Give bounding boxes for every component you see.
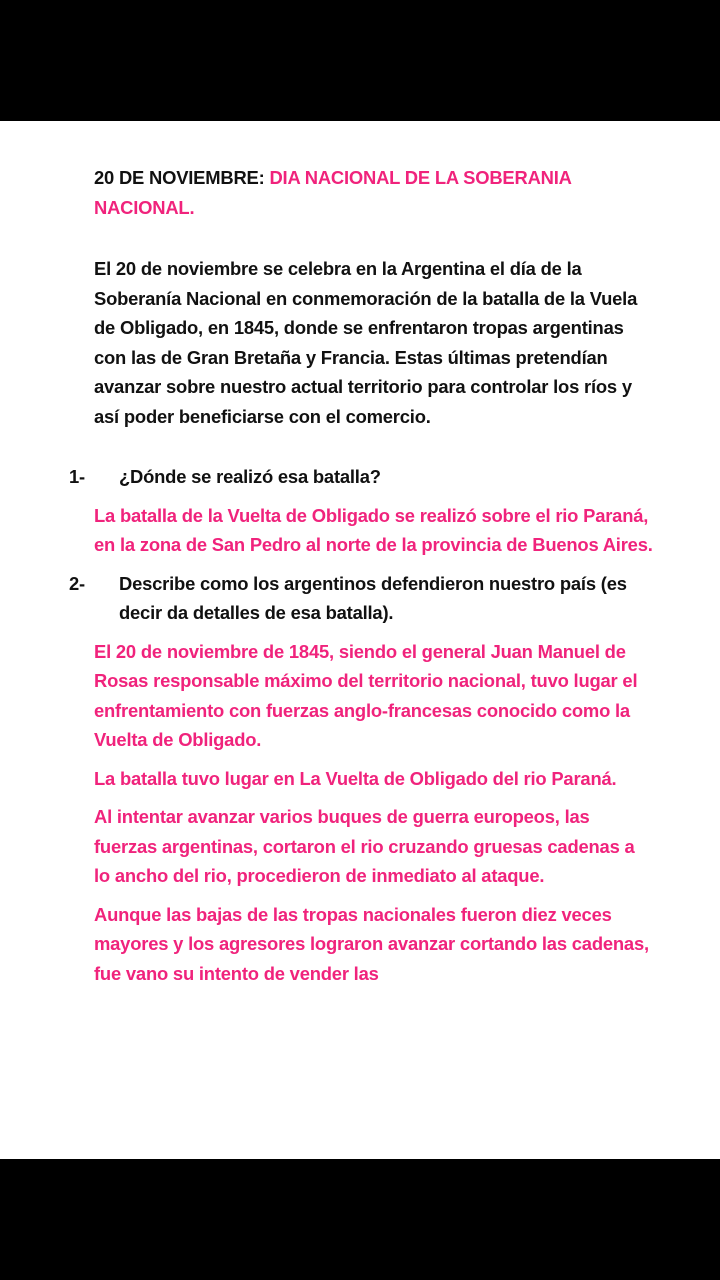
answer-2-paragraph: El 20 de noviembre de 1845, siendo el general Juan Manuel de Rosas responsable máximo del territorio nacional, tuvo lugar el enfrentamiento con fuerzas anglo-francesas conocido como la Vuelta de Obligado. — [94, 640, 638, 750]
question-2 — [69, 569, 654, 628]
title-date: 20 DE NOVIEMBRE: — [94, 167, 265, 188]
question-1 — [69, 462, 654, 492]
intro-paragraph: El 20 de noviembre se celebra en la Argentina el día de la Soberanía Nacional en conmemoración de la batalla de la Vuela de Obligado, en 1845, donde se enfrentaron tropas argentinas con las de Gran Bretaña y Francia. Estas últimas pretendían avanzar sobre nuestro actual territorio para controlar los ríos y así poder beneficiarse con el comercio. — [94, 258, 638, 427]
question-2-text: Describe como los argentinos defendieron nuestro país (es decir da detalles de esa batalla). — [119, 572, 627, 623]
question-1-text: ¿Dónde se realizó esa batalla? — [119, 466, 381, 487]
question-2-number: 2- — [69, 572, 85, 594]
document-page[interactable] — [0, 121, 720, 1159]
answer-1: La batalla de la Vuelta de Obligado se realizó sobre el rio Paraná, en la zona de San Pedro al norte de la provincia de Buenos Aires. — [94, 504, 653, 555]
answer-2-paragraph: La batalla tuvo lugar en La Vuelta de Obligado del rio Paraná. — [94, 767, 617, 789]
document-title — [94, 163, 654, 222]
answer-2-paragraph: Al intentar avanzar varios buques de guerra europeos, las fuerzas argentinas, cortaron el rio cruzando gruesas cadenas a lo ancho del rio, procedieron de inmediato al ataque. — [94, 806, 635, 886]
title-name: DIA NACIONAL DE LA SOBERANIA NACIONAL. — [94, 167, 572, 218]
answer-2-paragraph: Aunque las bajas de las tropas nacionales fueron diez veces mayores y los agresores lograron avanzar cortando las cadenas, fue vano su intento de vender las — [94, 903, 649, 984]
question-1-number: 1- — [69, 466, 85, 487]
document-content — [69, 163, 654, 997]
